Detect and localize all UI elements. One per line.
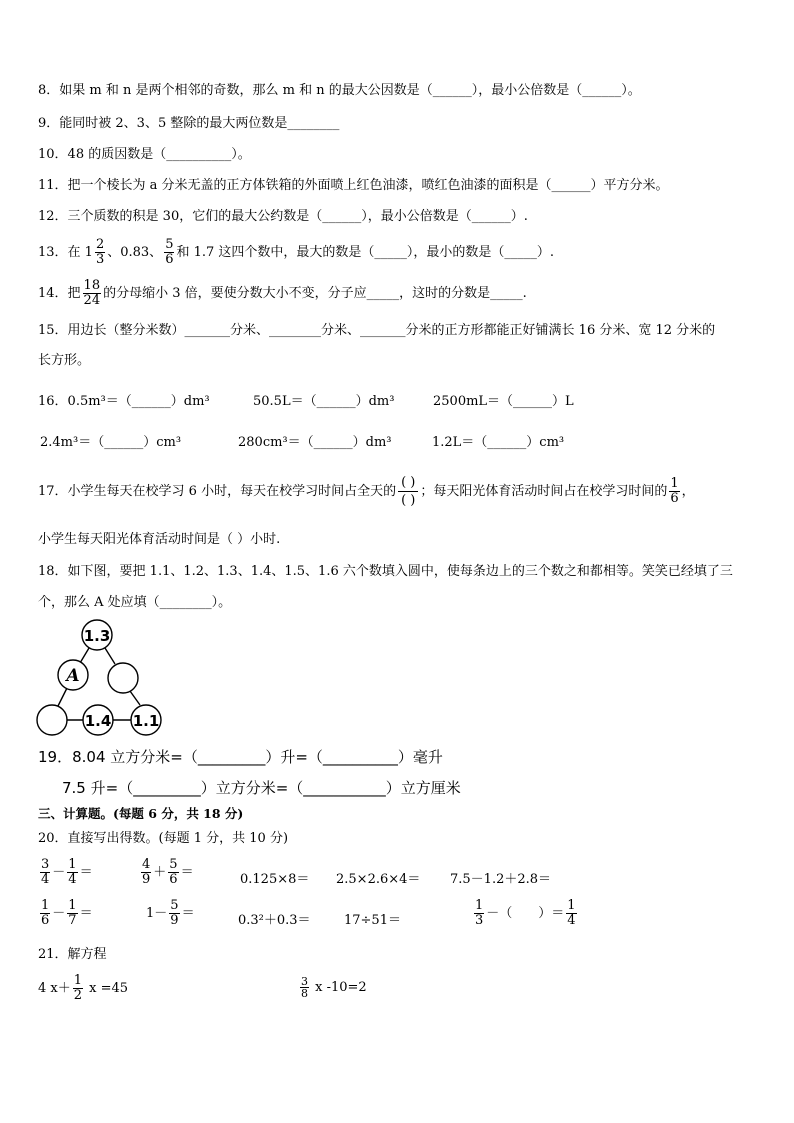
section-3-heading: 三、计算题。(每题 6 分，共 18 分): [38, 806, 244, 821]
question-13: [38, 236, 554, 270]
question-18-line-2: 个，那么 A 处应填（________）。: [38, 595, 232, 610]
question-19-line-1: 19．8.04 立方分米=（_________）升=（__________）毫升: [38, 748, 443, 766]
equation-1: 4 x＋ $\frac{1}{2}$ x =45: [38, 973, 129, 1003]
label-top: 1.3: [83, 627, 111, 645]
circle-bottom-left: [37, 705, 67, 735]
label-bottom-mid: 1.4: [84, 712, 112, 730]
q16-r2c2: 280cm³＝（______）dm³: [238, 435, 392, 450]
question-8: 8．如果 m 和 n 是两个相邻的奇数，那么 m 和 n 的最大公因数是（______），最小公倍数是（______）。: [38, 83, 641, 98]
q16-r2c1: 2.4m³＝（______）cm³: [40, 435, 182, 450]
calc-3: 0.125×8＝: [240, 872, 310, 887]
calc-4: 2.5×2.6×4＝: [336, 872, 421, 887]
equation-2: $\frac{3}{8}$ x -10=2: [301, 975, 367, 1000]
question-18-line-1: 18．如下图，要把 1.1、1.2、1.3、1.4、1.5、1.6 六个数填入圆中，使每条边上的三个数之和都相等。笑笑已经填了三: [38, 564, 733, 579]
calc-1: $\frac{3}{4}$ － $\frac{1}{4}$ ＝: [41, 857, 93, 887]
q13-text-c: 和 1.7 这四个数中，最大的数是（_____），最小的数是（_____）.: [176, 245, 555, 260]
q17-text-a: 17．小学生每天在校学习 6 小时，每天在校学习时间占全天的: [38, 484, 397, 499]
calc-2: $\frac{4}{9}$ ＋ $\frac{5}{6}$ ＝: [142, 857, 194, 887]
calc-7: 1－ $\frac{5}{9}$ ＝: [146, 898, 195, 928]
q14-text-b: 的分母缩小 3 倍，要使分数大小不变，分子应_____，这时的分数是_____.: [103, 286, 527, 301]
q16-r2c3: 1.2L＝（______）cm³: [432, 435, 565, 450]
q17-blank-fraction: ( ) ( ): [398, 474, 418, 509]
q13-fraction-1: $\frac{2}{3}$: [95, 237, 105, 267]
question-17: [38, 470, 695, 514]
calc-5: 7.5－1.2＋2.8＝: [450, 872, 552, 887]
q14-text-a: 14．把: [38, 286, 81, 301]
q13-fraction-2: $\frac{5}{6}$: [165, 237, 174, 267]
circle-mid-right: [108, 663, 138, 693]
q13-text-b: 、0.83、: [107, 245, 163, 260]
q17-fraction: $\frac{1}{6}$: [670, 476, 679, 506]
triangle-circle-figure: [36, 618, 166, 738]
calc-8: 0.3²＋0.3＝: [238, 913, 311, 928]
q13-text-a: 13．在 1: [38, 245, 93, 260]
question-14: [38, 277, 527, 311]
question-19-line-2: 7.5 升=（_________）立方分米=（___________）立方厘米: [62, 779, 461, 797]
question-11: 11．把一个棱长为 a 分米无盖的正方体铁箱的外面喷上红色油漆，喷红色油漆的面积是（______）平方分米。: [38, 178, 669, 193]
question-21: 21．解方程: [38, 947, 107, 962]
label-bottom-right: 1.1: [132, 712, 160, 730]
calc-9: 17÷51＝: [344, 913, 401, 928]
q16-r1c1: 16．0.5m³＝（______）dm³: [38, 394, 210, 409]
q17-text-c: ，: [681, 484, 695, 499]
question-15-line-2: 长方形。: [38, 353, 91, 368]
q16-r1c3: 2500mL＝（______）L: [433, 394, 574, 409]
question-10: 10．48 的质因数是（__________）。: [38, 147, 251, 162]
question-9: 9．能同时被 2、3、5 整除的最大两位数是________: [38, 116, 340, 131]
q14-fraction: $\frac{18}{24}$: [83, 278, 101, 308]
calc-10: $\frac{1}{3}$ －（ ）＝ $\frac{1}{4}$: [475, 898, 576, 928]
question-12: 12．三个质数的积是 30，它们的最大公约数是（______），最小公倍数是（______）.: [38, 209, 528, 224]
q17-text-b: ；每天阳光体育活动时间占在校学习时间的: [420, 484, 668, 499]
calc-6: $\frac{1}{6}$ － $\frac{1}{7}$ ＝: [41, 898, 93, 928]
label-a: A: [66, 666, 80, 686]
question-17-line-2: 小学生每天阳光体育活动时间是（ ）小时.: [38, 532, 281, 547]
question-20: 20．直接写出得数。(每题 1 分，共 10 分): [38, 831, 289, 846]
q16-r1c2: 50.5L＝（______）dm³: [253, 394, 395, 409]
question-15-line-1: 15．用边长（整分米数）_______分米、________分米、_______分米的正方形都能正好铺满长 16 分米、宽 12 分米的: [38, 323, 716, 338]
